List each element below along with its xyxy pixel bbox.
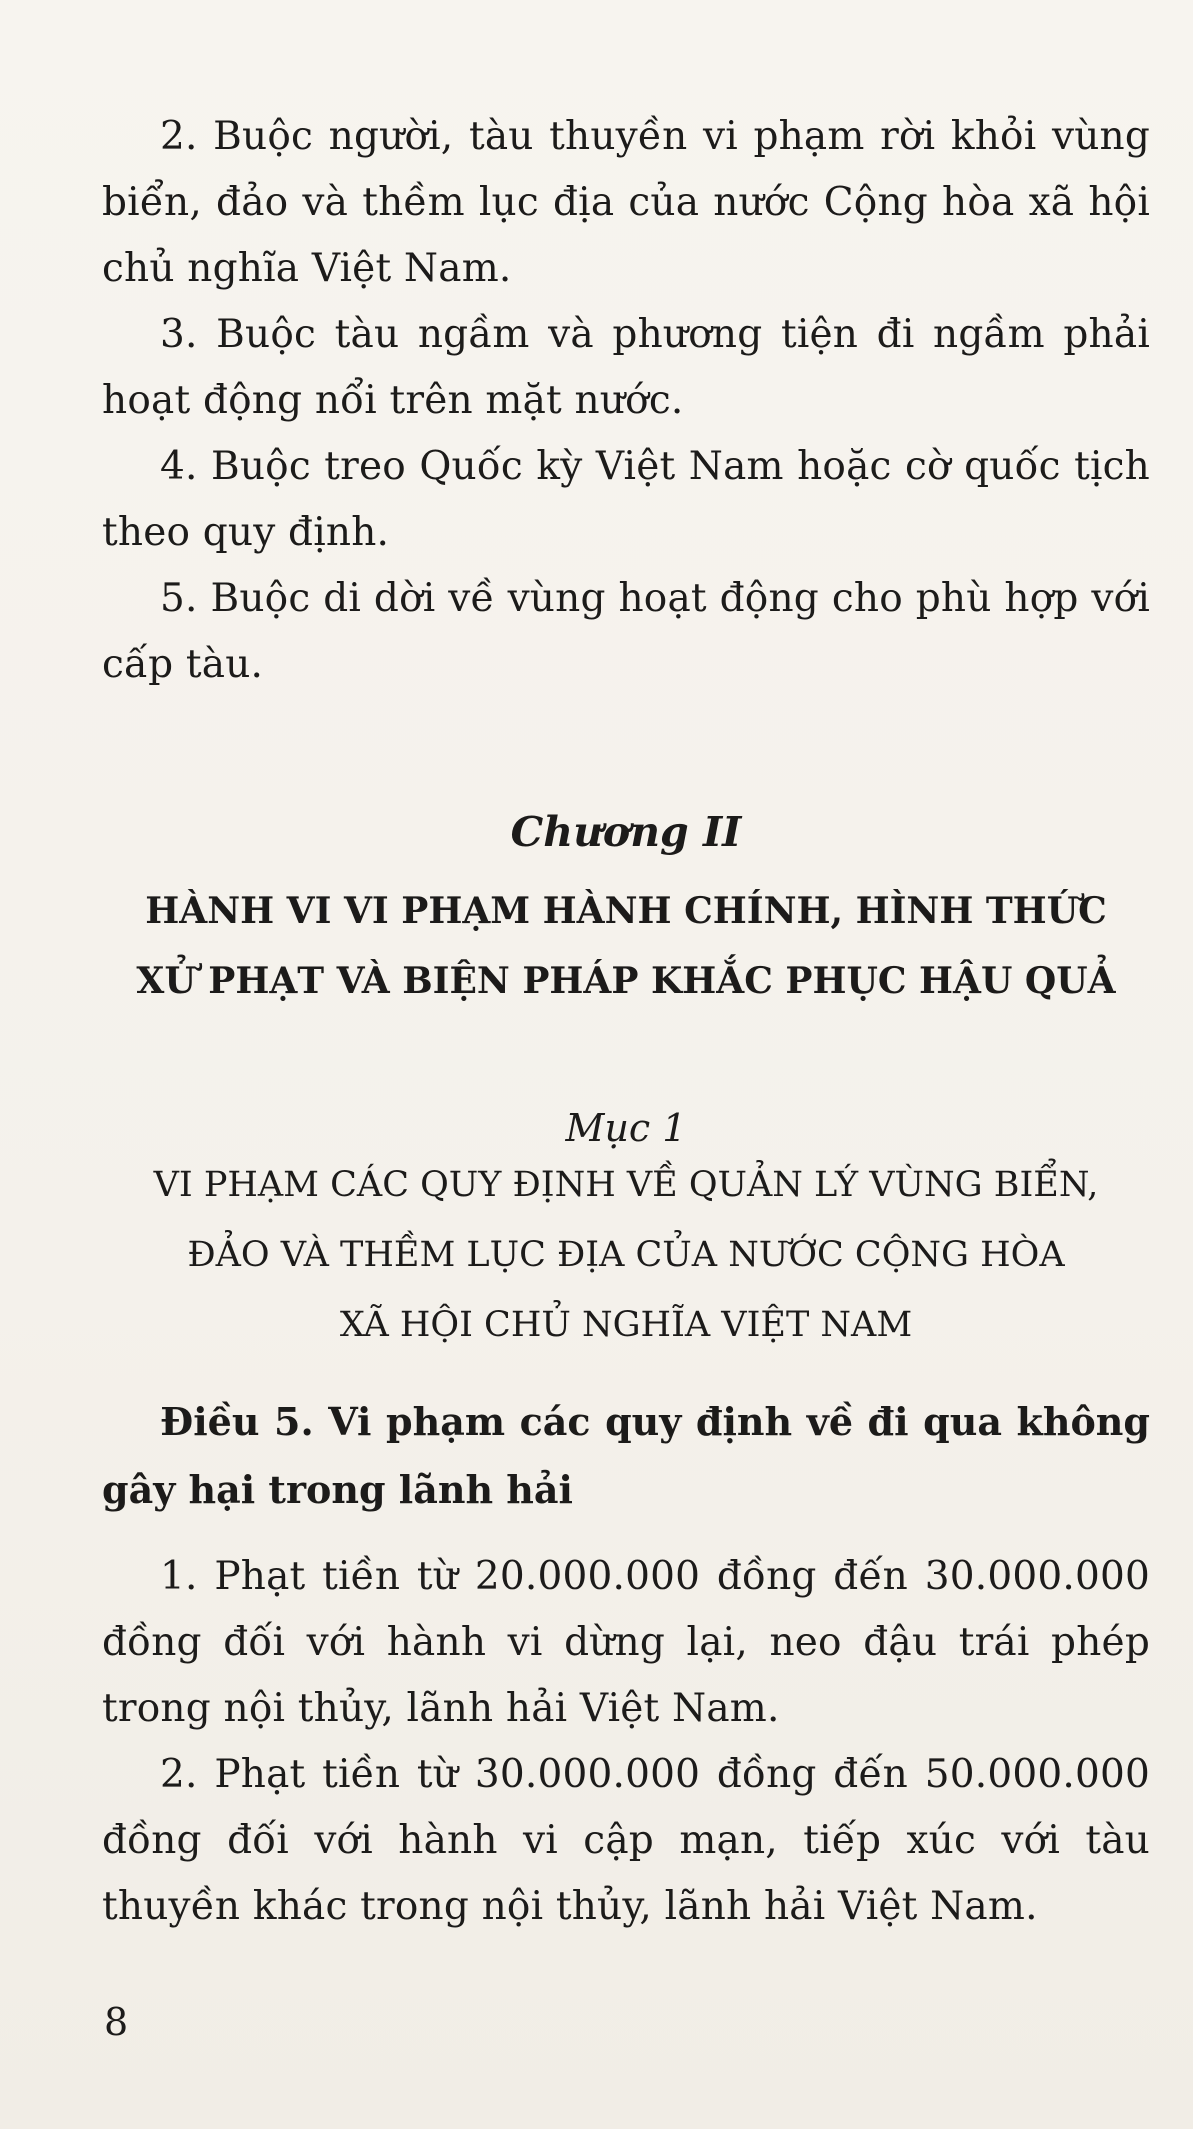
clause-1: 1. Phạt tiền từ 20.000.000 đồng đến 30.000.000 đồng đối với hành vi dừng lại, neo đậu trái phép trong nội thủy, lãnh hải Việt Nam. — [102, 1554, 1150, 1731]
clause-2: 2. Phạt tiền từ 30.000.000 đồng đến 50.000.000 đồng đối với hành vi cập mạn, tiếp xúc với tàu thuyền khác trong nội thủy, lãnh hải Việt Nam. — [102, 1752, 1150, 1929]
remedy-items — [102, 104, 1150, 698]
item-2: 2. Buộc người, tàu thuyền vi phạm rời khỏi vùng biển, đảo và thềm lục địa của nước Cộng hòa xã hội chủ nghĩa Việt Nam. — [102, 114, 1150, 291]
chapter-heading: HÀNH VI VI PHẠM HÀNH CHÍNH, HÌNH THỨC XỬ PHẠT VÀ BIỆN PHÁP KHẮC PHỤC HẬU QUẢ — [136, 890, 1116, 1002]
item-3: 3. Buộc tàu ngầm và phương tiện đi ngầm phải hoạt động nổi trên mặt nước. — [102, 312, 1150, 423]
chapter-title: Chương II — [510, 808, 742, 856]
item-4: 4. Buộc treo Quốc kỳ Việt Nam hoặc cờ quốc tịch theo quy định. — [102, 444, 1150, 555]
article-clauses — [102, 1544, 1150, 1940]
section-title: Mục 1 — [565, 1106, 687, 1150]
item-5: 5. Buộc di dời về vùng hoạt động cho phù hợp với cấp tàu. — [102, 576, 1150, 687]
section-heading: VI PHẠM CÁC QUY ĐỊNH VỀ QUẢN LÝ VÙNG BIỂN, ĐẢO VÀ THỀM LỤC ĐỊA CỦA NƯỚC CỘNG HÒA XÃ HỘI CHỦ NGHĨA VIỆT NAM — [153, 1165, 1099, 1345]
page-number: 8 — [104, 2000, 129, 2044]
article-title: Điều 5. Vi phạm các quy định về đi qua không gây hại trong lãnh hải — [102, 1399, 1150, 1512]
